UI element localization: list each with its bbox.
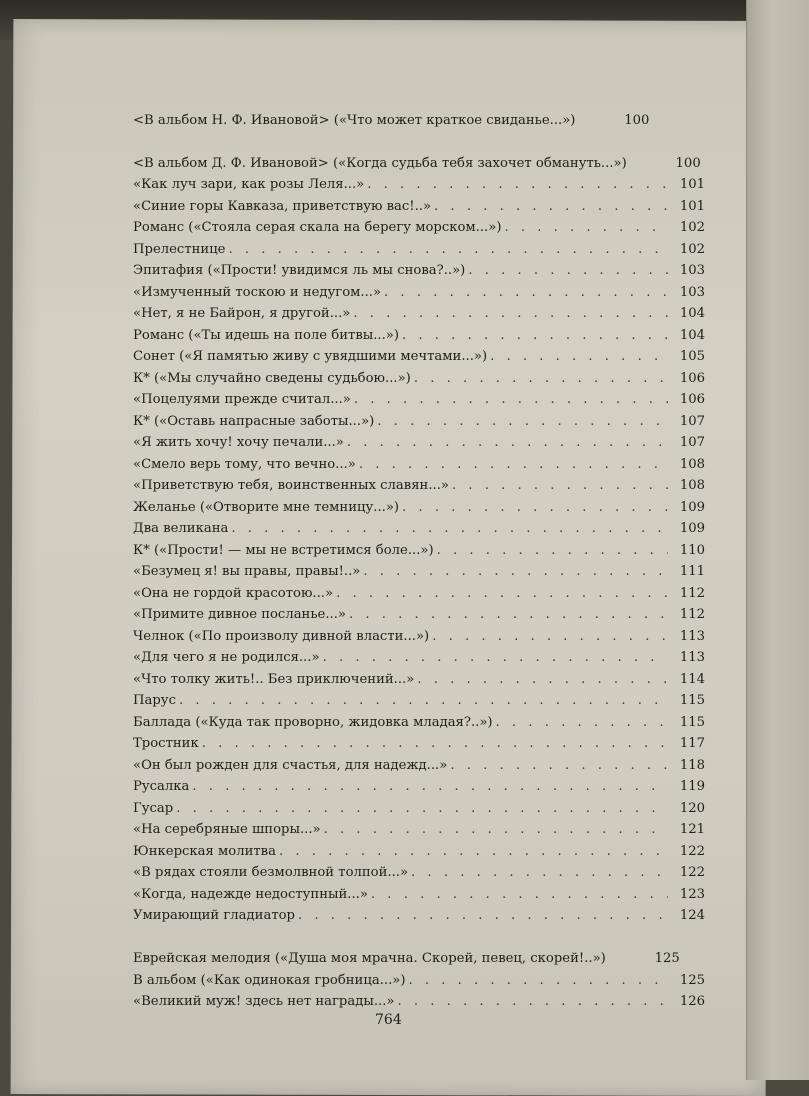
toc-entry-title: «Примите дивное посланье...» <box>133 607 346 622</box>
toc-entry <box>133 669 705 691</box>
leader-dots <box>432 626 668 648</box>
toc-entry <box>133 432 705 454</box>
toc-entry-page: 103 <box>679 284 705 300</box>
leader-dots <box>414 368 668 390</box>
toc-entry <box>133 497 705 519</box>
toc-entry-title: Сонет («Я памятью живу с увядшими мечтами...») <box>133 349 488 364</box>
toc-entry-page: 107 <box>679 435 705 450</box>
leader-dots <box>434 196 668 218</box>
toc-entry <box>133 690 705 712</box>
toc-entry-page: 118 <box>679 757 705 773</box>
toc-entry-title: К* («Оставь напрасные заботы...») <box>133 413 375 429</box>
toc-entry-title: «Она не гордой красотою...» <box>133 585 334 601</box>
toc-entry-page: 111 <box>679 564 705 579</box>
leader-dots <box>490 346 668 368</box>
toc-entry-title: Романс («Стояла серая скала на берегу морском...») <box>133 220 502 235</box>
toc-entry-page: 124 <box>679 908 705 923</box>
toc-entry <box>133 862 705 884</box>
toc-entry-page: 100 <box>675 155 701 171</box>
leader-dots <box>353 303 668 325</box>
toc-entry <box>133 260 705 282</box>
toc-entry-title: «Нет, я не Байрон, я другой...» <box>133 306 351 321</box>
toc-entry-page: 120 <box>679 800 705 816</box>
leader-dots <box>468 260 668 282</box>
leader-dots <box>384 282 668 304</box>
toc-entry <box>133 604 705 626</box>
toc-entry <box>133 626 705 648</box>
toc-entry-page: 109 <box>679 499 705 515</box>
toc-entry-page: 112 <box>679 607 705 622</box>
toc-entry <box>133 970 705 992</box>
leader-dots <box>367 174 668 196</box>
toc-entry-page: 102 <box>679 241 705 257</box>
toc-entry-title: К* («Мы случайно сведены судьбою...») <box>133 370 411 386</box>
leader-dots <box>279 841 668 863</box>
toc-entry <box>133 733 705 755</box>
toc-entry <box>133 647 705 669</box>
toc-entry <box>133 712 705 734</box>
leader-dots <box>504 217 668 239</box>
toc-entry-title: Умирающий гладиатор <box>133 908 295 923</box>
toc-entry-page: 122 <box>679 865 705 880</box>
toc-entry-page: 125 <box>679 972 705 988</box>
leader-dots <box>323 647 668 669</box>
toc-entry <box>133 196 705 218</box>
leader-dots <box>402 325 668 347</box>
toc-entry-page: 123 <box>679 886 705 902</box>
toc-entry <box>133 927 705 970</box>
toc-entry-page: 105 <box>679 349 705 364</box>
toc-entry <box>133 755 705 777</box>
toc-entry-title: «Что толку жить!.. Без приключений...» <box>133 671 415 687</box>
toc-entry-title: Парус <box>133 693 176 708</box>
toc-entry <box>133 411 705 433</box>
leader-dots <box>450 755 668 777</box>
toc-entry-page: 122 <box>679 843 705 859</box>
leader-dots <box>408 970 668 992</box>
leader-dots <box>402 497 668 519</box>
leader-dots <box>349 604 668 626</box>
toc-entry-page: 100 <box>624 112 650 128</box>
toc-entry-page: 117 <box>679 736 705 751</box>
toc-entry <box>133 583 705 605</box>
toc-entry-page: 103 <box>679 263 705 278</box>
toc-entry-title: Тростник <box>133 736 199 751</box>
leader-dots <box>359 454 668 476</box>
leader-dots <box>324 819 668 841</box>
toc-entry-page: 113 <box>679 650 705 665</box>
toc-entry <box>133 303 705 325</box>
toc-entry-page: 108 <box>679 478 705 493</box>
toc-entry-page: 115 <box>679 693 705 708</box>
toc-entry <box>133 282 705 304</box>
toc-entry-title: Русалка <box>133 779 190 794</box>
toc-entry-title: К* («Прости! — мы не встретимся боле...») <box>133 542 434 558</box>
toc-entry-title: «Безумец я! вы правы, правы!..» <box>133 564 361 579</box>
toc-entry <box>133 841 705 863</box>
leader-dots <box>397 991 668 1013</box>
toc-entry-title: «Он был рожден для счастья, для надежд...» <box>133 757 448 773</box>
leader-dots <box>336 583 668 605</box>
toc-entry-title: «Как луч зари, как розы Леля...» <box>133 177 365 192</box>
toc-entry-page: 121 <box>679 822 705 837</box>
toc-entry-title: В альбом («Как одинокая гробница...») <box>133 972 406 988</box>
toc-entry <box>133 217 705 239</box>
leader-dots <box>298 905 668 927</box>
toc-entry-page: 126 <box>679 994 705 1009</box>
leader-dots <box>192 776 668 798</box>
toc-entry-title: «Смело верь тому, что вечно...» <box>133 456 356 472</box>
leader-dots <box>452 475 668 497</box>
toc-entry-title: Романс («Ты идешь на поле битвы...») <box>133 327 400 343</box>
leader-dots <box>437 540 668 562</box>
leader-dots <box>354 389 668 411</box>
toc-entry <box>133 346 705 368</box>
toc-entry-title: Гусар <box>133 800 174 816</box>
toc-entry <box>133 819 705 841</box>
toc-entry-page: 104 <box>679 327 705 343</box>
toc-entry-page: 106 <box>679 370 705 386</box>
leader-dots <box>377 411 668 433</box>
toc-entry <box>133 239 705 261</box>
toc-entry-page: 109 <box>679 521 705 536</box>
toc-entry <box>133 518 705 540</box>
toc-entry-title: «Когда, надежде недоступный...» <box>133 886 368 902</box>
leader-dots <box>176 798 668 820</box>
toc-entry-page: 106 <box>679 392 705 407</box>
toc-entry-title: «Синие горы Кавказа, приветствую вас!..» <box>133 198 432 214</box>
toc-entry-title: Юнкерская молитва <box>133 843 276 859</box>
leader-dots <box>179 690 668 712</box>
leader-dots <box>371 884 668 906</box>
page-number: 764 <box>375 1012 402 1028</box>
toc-entry <box>133 368 705 390</box>
toc-entry-page: 112 <box>679 585 705 601</box>
toc-entry-page: 115 <box>679 714 705 730</box>
toc-entry <box>133 905 705 927</box>
toc-entry-title: «Я жить хочу! хочу печали...» <box>133 435 344 450</box>
toc-entry-title: Эпитафия («Прости! увидимся ль мы снова?..») <box>133 263 466 278</box>
toc-entry-title: <В альбом Н. Ф. Ивановой> («Что может краткое свиданье...») <box>133 112 576 128</box>
toc-entry-title: Желанье («Отворите мне темницу...») <box>133 499 400 515</box>
toc-entry-page: 125 <box>654 951 680 966</box>
toc-entry-title: «Для чего я не родился...» <box>133 650 320 665</box>
toc-entry-title: «Измученный тоскою и недугом...» <box>133 284 382 300</box>
toc-entry-title: Два великана <box>133 521 229 536</box>
toc-entry <box>133 389 705 411</box>
toc-entry <box>133 884 705 906</box>
toc-entry-title: Баллада («Куда так проворно, жидовка младая?..») <box>133 714 493 730</box>
toc-entry <box>133 798 705 820</box>
toc-entry-page: 113 <box>679 628 705 644</box>
leader-dots <box>411 862 668 884</box>
toc-entry-page: 102 <box>679 220 705 235</box>
toc-entry <box>133 540 705 562</box>
leader-dots <box>496 712 668 734</box>
toc-entry-title: Прелестнице <box>133 241 226 257</box>
toc-entry <box>133 454 705 476</box>
toc-entry <box>133 88 705 131</box>
toc-entry-page: 108 <box>679 456 705 472</box>
toc-entry <box>133 475 705 497</box>
toc-entry-title: «Поцелуями прежде считал...» <box>133 392 351 407</box>
toc-entry-page: 104 <box>679 306 705 321</box>
toc-entry-page: 101 <box>679 198 705 214</box>
table-of-contents <box>133 88 705 1013</box>
toc-entry-page: 119 <box>679 779 705 794</box>
toc-entry <box>133 561 705 583</box>
leader-dots <box>347 432 668 454</box>
leader-dots <box>228 239 668 261</box>
toc-entry <box>133 776 705 798</box>
toc-entry-title: «Великий муж! здесь нет награды...» <box>133 994 395 1009</box>
toc-entry <box>133 174 705 196</box>
toc-entry <box>133 325 705 347</box>
toc-entry-page: 107 <box>679 413 705 429</box>
toc-entry-page: 110 <box>679 542 705 558</box>
toc-entry-title: Челнок («По произволу дивной власти...») <box>133 628 430 644</box>
toc-entry-title: «На серебряные шпоры...» <box>133 822 321 837</box>
toc-entry <box>133 991 705 1013</box>
toc-entry-title: «В рядах стояли безмолвной толпой...» <box>133 865 409 880</box>
toc-entry-page: 114 <box>679 671 705 687</box>
toc-entry <box>133 131 705 174</box>
leader-dots <box>363 561 668 583</box>
toc-entry-title: Еврейская мелодия («Душа моя мрачна. Скорей, певец, скорей!..») <box>133 951 606 966</box>
leader-dots <box>231 518 668 540</box>
leader-dots <box>202 733 668 755</box>
toc-entry-page: 101 <box>679 177 705 192</box>
toc-entry-title: <В альбом Д. Ф. Ивановой> («Когда судьба тебя захочет обмануть...») <box>133 155 627 171</box>
toc-entry-title: «Приветствую тебя, воинственных славян...» <box>133 478 449 493</box>
leader-dots <box>417 669 668 691</box>
page-edge <box>746 0 809 1080</box>
